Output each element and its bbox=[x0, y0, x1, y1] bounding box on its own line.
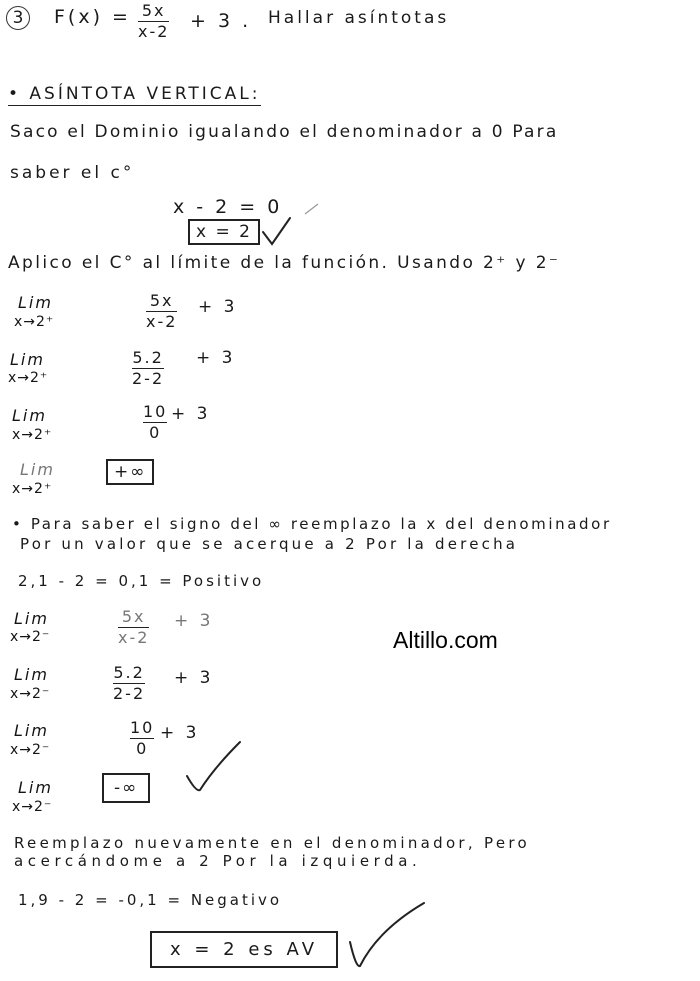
lim-subscript: x→2⁺ bbox=[14, 314, 55, 330]
lim-subscript: x→2⁺ bbox=[12, 481, 53, 497]
limit-plus-term: + 3 bbox=[160, 723, 200, 743]
intro-line-1: Saco el Dominio igualando el denominador a 0 Para bbox=[10, 122, 559, 142]
check-mark-icon bbox=[263, 218, 290, 244]
limit-plus-term: + 3 bbox=[196, 348, 236, 368]
sign-note-line-1: • Para saber el signo del ∞ reemplazo la x del denominador bbox=[12, 515, 612, 533]
lim-label: Lim bbox=[14, 609, 49, 628]
limit-numerator: 5.2 bbox=[113, 663, 145, 682]
lim-label: Lim bbox=[12, 406, 47, 425]
boxed-limit-plus-infinity: +∞ bbox=[106, 459, 154, 485]
limit-denominator: 2-2 bbox=[132, 369, 165, 388]
limit-plus-term: + 3 bbox=[174, 611, 214, 631]
lim-subscript: x→2⁻ bbox=[10, 686, 51, 702]
domain-equation: x - 2 = 0 bbox=[173, 196, 283, 218]
limit-denominator: x-2 bbox=[118, 628, 150, 647]
apply-limit-line: Aplico el C° al límite de la función. Usando 2⁺ y 2⁻ bbox=[8, 253, 561, 273]
function-lhs: F(x) = bbox=[54, 6, 131, 28]
limit-numerator: 5x bbox=[149, 291, 174, 310]
limit-numerator: 5.2 bbox=[132, 348, 164, 367]
check-mark-icon bbox=[350, 903, 424, 966]
sign-note-line-2: Por un valor que se acerque a 2 Por la derecha bbox=[20, 535, 519, 553]
limit-plus-term: + 3 bbox=[198, 297, 238, 317]
boxed-limit-minus-infinity: -∞ bbox=[102, 773, 150, 803]
lim-subscript: x→2⁺ bbox=[12, 427, 53, 443]
limit-numerator: 10 bbox=[143, 402, 168, 421]
boxed-domain-result: x = 2 bbox=[188, 219, 260, 245]
replace-note-line-2: acercándome a 2 Por la izquierda. bbox=[14, 852, 422, 870]
lim-subscript: x→2⁻ bbox=[10, 629, 51, 645]
lim-label: Lim bbox=[18, 293, 53, 312]
check-mark-icon bbox=[187, 742, 240, 790]
replace-note-calc: 1,9 - 2 = -0,1 = Negativo bbox=[18, 891, 283, 909]
limit-denominator: x-2 bbox=[146, 312, 178, 331]
section-title-vertical: • ASÍNTOTA VERTICAL: bbox=[8, 84, 261, 104]
sign-note-calc: 2,1 - 2 = 0,1 = Positivo bbox=[18, 572, 265, 590]
boxed-conclusion: x = 2 es AV bbox=[150, 931, 338, 968]
limit-denominator: 0 bbox=[136, 739, 149, 758]
limit-denominator: 2-2 bbox=[113, 684, 146, 703]
replace-note-line-1: Reemplazo nuevamente en el denominador, Pero bbox=[14, 834, 530, 852]
lim-label: Lim bbox=[10, 350, 45, 369]
lim-label: Lim bbox=[18, 778, 53, 797]
limit-denominator: 0 bbox=[149, 423, 162, 442]
lim-label: Lim bbox=[20, 460, 55, 479]
limit-numerator: 5x bbox=[121, 607, 146, 626]
exercise-number: 3 bbox=[6, 6, 30, 30]
lim-subscript: x→2⁻ bbox=[10, 742, 51, 758]
limit-plus-term: + 3 bbox=[174, 668, 214, 688]
lim-label: Lim bbox=[14, 721, 49, 740]
lim-subscript: x→2⁻ bbox=[12, 799, 53, 815]
function-numerator: 5x bbox=[141, 1, 166, 20]
limit-numerator: 10 bbox=[130, 718, 155, 737]
instruction-text: Hallar asíntotas bbox=[268, 8, 450, 28]
function-denominator: x-2 bbox=[138, 22, 170, 41]
lim-subscript: x→2⁺ bbox=[8, 370, 49, 386]
lim-label: Lim bbox=[14, 665, 49, 684]
watermark-text: Altillo.com bbox=[393, 627, 498, 653]
pencil-stroke bbox=[305, 204, 318, 214]
intro-line-2: saber el c° bbox=[10, 163, 135, 183]
function-rest: + 3 . bbox=[190, 10, 252, 32]
limit-plus-term: + 3 bbox=[171, 404, 211, 424]
